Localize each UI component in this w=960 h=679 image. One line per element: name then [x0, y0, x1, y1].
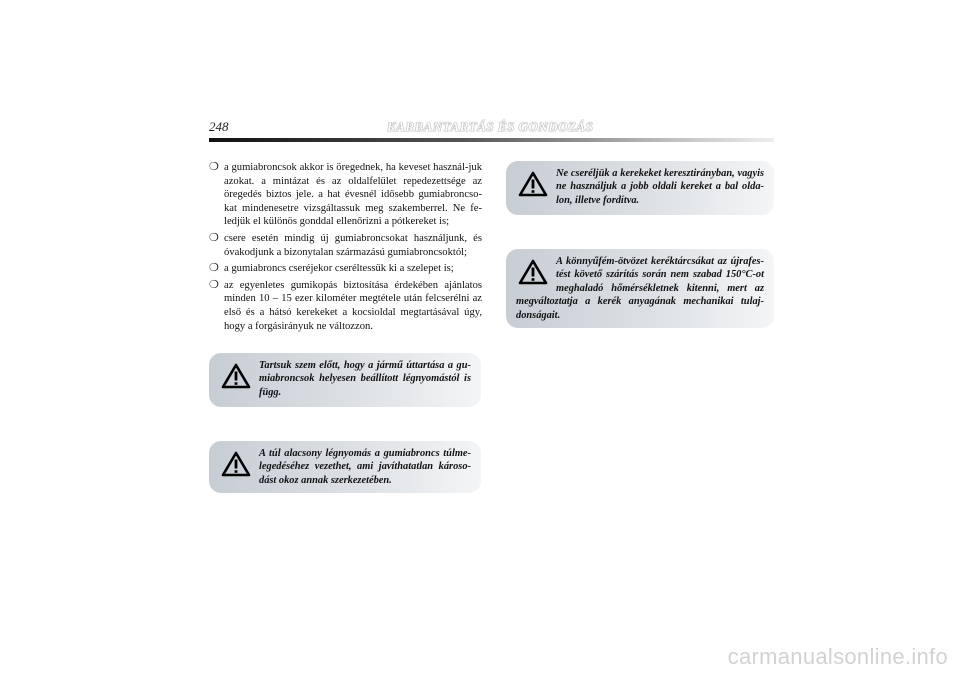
- warning-text: A túl alacsony légnyomás a gumiabroncs túlme-legedéséhez vezethet, ami javíthatatlan károso-dást okoz annak szerkezetében.: [259, 448, 471, 486]
- list-item-text: az egyenletes gumikopás biztosítása érdekében ajánlatos minden 10 – 15 ezer kilométer megtétele után felcserélni az első és a hátsó kerekeket a kocsioldal megtartásával úgy, hogy a forgásirányuk ne változzon.: [224, 279, 482, 332]
- list-item-text: a gumiabroncs cseréjekor cseréltessük ki a szelepet is;: [224, 263, 454, 275]
- warning-text: Ne cseréljük a kerekeket keresztirányban, vagyis ne használjuk a jobb oldali kereket a bal olda-lon, illetve fordítva.: [556, 168, 764, 206]
- list-item: [209, 161, 482, 229]
- warning-triangle-icon: [221, 451, 251, 477]
- list-item-text: csere esetén mindig új gumiabroncsokat használjunk, és óvakodjunk a bizonytalan származású gumiabroncsoktól;: [224, 232, 482, 258]
- warning-text: A könnyűfém-ötvözet keréktárcsákat az újrafes-tést követő szárítás során nem szabad 150°C-ot meghaladó hőmérsékletnek kitenni, mert az megváltoztatja a kerék anyagának mechanikai tulaj-donságait.: [516, 256, 764, 321]
- list-item: [209, 262, 482, 276]
- section-title: KARBANTARTÁS ÉS GONDOZÁS: [387, 119, 594, 134]
- page-number: 248: [209, 119, 229, 134]
- warning-box-low-pressure: [209, 441, 481, 493]
- warning-triangle-icon: [221, 363, 251, 389]
- warning-box-alloy-rims: [506, 249, 774, 328]
- page-header: [209, 119, 774, 143]
- bullet-marker: ❍: [209, 161, 219, 173]
- warning-triangle-icon: [518, 259, 548, 285]
- warning-text: Tartsuk szem előtt, hogy a jármű úttartása a gu-miabroncsok helyesen beállított légnyomástól is függ.: [259, 360, 471, 398]
- list-item: [209, 232, 482, 259]
- bullet-marker: ❍: [209, 278, 219, 291]
- warning-triangle-icon: [518, 171, 548, 197]
- list-item: [209, 279, 482, 333]
- header-rule: [209, 138, 774, 142]
- warning-box-wheel-swap: [506, 161, 774, 215]
- list-item-text: a gumiabroncsok akkor is öregednek, ha keveset használ-juk azokat. a mintázat és az oldalfelület repedezettsége az öregedés biztos jele. a hat évesnél idősebb gumiabroncso-kat mindenesetre vizsgáltassuk meg szakemberrel. Ne fe-ledjük el különös gonddal ellenőrizni a pótkereket is;: [224, 162, 482, 228]
- bullet-marker: ❍: [209, 262, 219, 275]
- bullet-marker: ❍: [209, 231, 219, 244]
- watermark: carmanualsonline.info: [727, 644, 948, 669]
- warning-box-road-holding: [209, 353, 481, 407]
- bullet-list: [209, 161, 482, 336]
